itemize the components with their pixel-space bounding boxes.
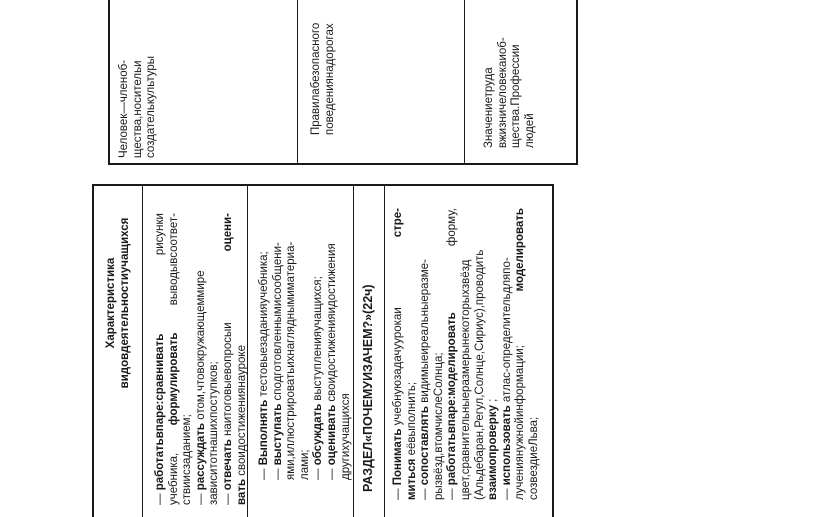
right-table-divider-1	[297, 0, 298, 164]
left-table-header-divider	[142, 184, 143, 517]
right-table-top-border	[108, 0, 110, 164]
right-table-bottom-border	[576, 0, 578, 164]
column-header: Характеристика видовдеятельностиучащихся	[105, 217, 131, 389]
left-table-left-border	[92, 184, 94, 517]
right-table-left-border	[108, 163, 578, 165]
right-cell-road-safety: Правилабезопасного поведениянадорогах	[310, 22, 336, 135]
left-table-top-border	[92, 184, 554, 186]
activity-block-2: — Выполнять тестовыезаданияучебника; — выступать сподготовленнымисообщени- ями,иллюстрироватьихнагляднымиматериа- лами; — обсуждать выступленияучащихся; — оценивать своидостиженияидостижения другихучащихся	[258, 241, 352, 480]
activity-block-1: — работатьвпаре:сравнивать рисунки учебника, формулировать выводывсоответ- ствиисзаданием; — рассуждать отом,чтовокружающеммире зависитотнашихпоступков; — отвечать наитоговыевопросыи оцени- вать своидостижениянауроке	[154, 213, 248, 505]
section-heading: РАЗДЕЛ«ПОЧЕМУИЗАЧЕМ?»(22ч)	[361, 284, 375, 492]
right-cell-people: Человек—членоб- щества,носительи создателькультуры	[118, 55, 158, 158]
activity-block-3: — Понимать учебнуюзадачуурокаи стре- миться еёвыполнить; — сопоставлять видимыеиреальныеразме- рызвёзд,втомчислеСолнца; — работатьвпаре:моделировать форму, цвет,сравнительныеразмерынекоторыхзвёзд (Альдебаран,Регул,Солнце,Сириус),проводить взаимопроверку ; — использовать атлас-определительдляпо- лучениянужнойинформации; моделировать созвездиеЛьва;	[392, 208, 540, 500]
right-table-divider-2	[464, 0, 465, 164]
left-table-right-border	[552, 184, 554, 517]
right-cell-labour: Значениетруда вжизничеловекаиоб- щества.Профессии людей	[483, 37, 536, 148]
left-table-divider-3	[384, 184, 385, 517]
